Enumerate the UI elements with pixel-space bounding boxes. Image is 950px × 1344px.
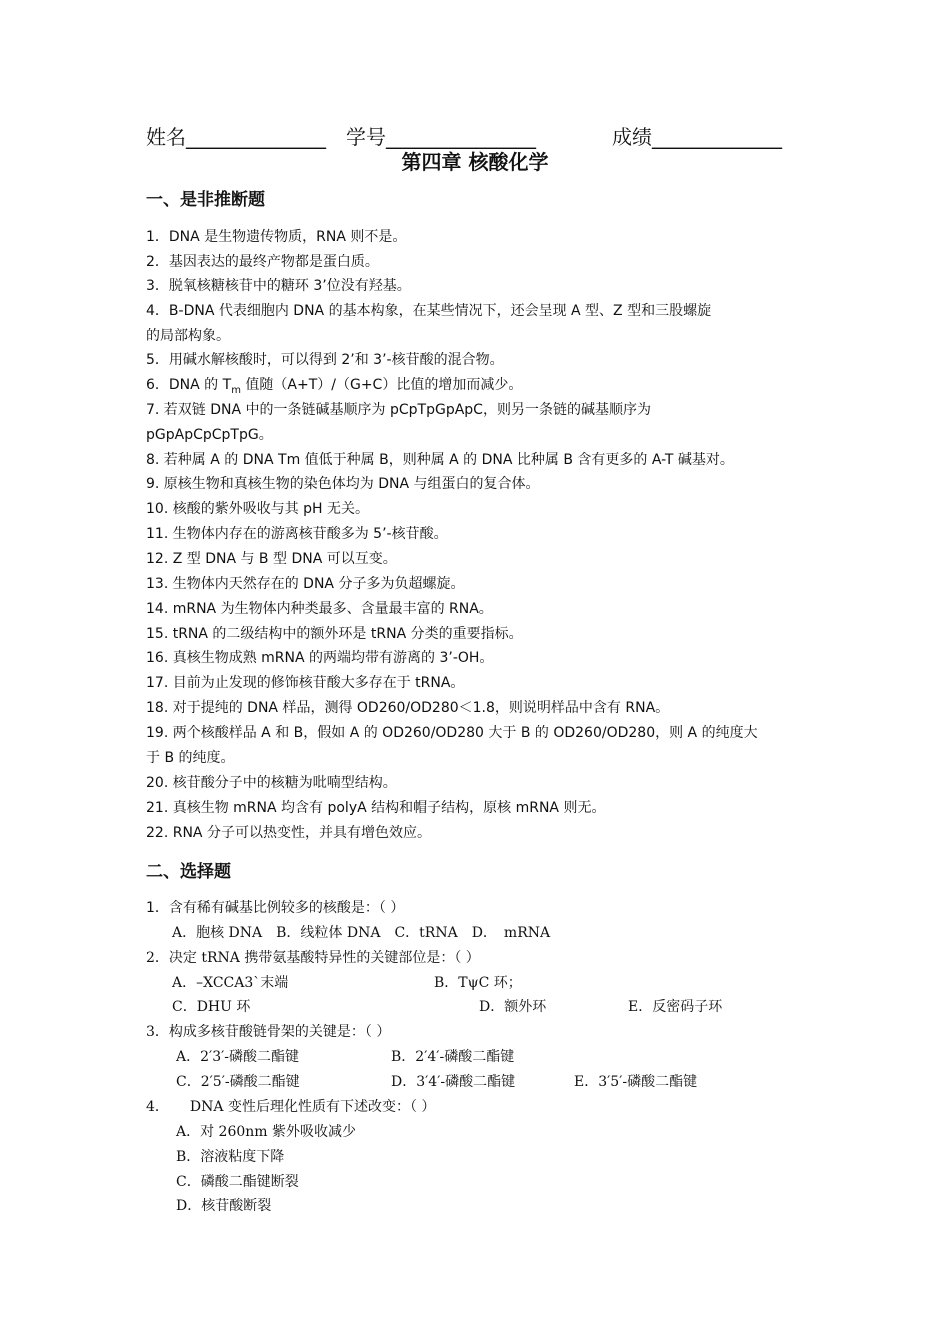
option-a: A．2′3′-磷酸二酯键 [176, 1049, 300, 1065]
question-item: 5．用碱水解核酸时，可以得到 2’和 3’-核苷酸的混合物。 [146, 352, 504, 368]
question-6-suffix: 值随（A+T）/（G+C）比值的增加而减少。 [240, 377, 523, 393]
question-item: 3．脱氧核糖核苷中的糖环 3’位没有羟基。 [146, 278, 411, 294]
option-d: D．核苷酸断裂 [176, 1198, 272, 1214]
chapter-title: 第四章 核酸化学 [401, 150, 549, 174]
choice-question-1-options: A．胞核 DNA B．线粒体 DNA C．tRNA D． mRNA [172, 925, 551, 941]
question-item: 9. 原核生物和真核生物的染色体均为 DNA 与组蛋白的复合体。 [146, 476, 540, 492]
question-item: 18. 对于提纯的 DNA 样品，测得 OD260/OD280＜1.8，则说明样品中含有 RNA。 [146, 700, 670, 716]
option-e: E．3′5′-磷酸二酯键 [574, 1074, 698, 1090]
question-item: 16. 真核生物成熟 mRNA 的两端均带有游离的 3’-OH。 [146, 650, 494, 666]
question-item: 22. RNA 分子可以热变性，并具有增色效应。 [146, 825, 431, 841]
option-b: B．TψC 环； [434, 975, 522, 991]
question-item: 14. mRNA 为生物体内种类最多、含量最丰富的 RNA。 [146, 601, 493, 617]
student-id-field: 学号_______________ [346, 125, 536, 149]
question-item-continued: 的局部构象。 [146, 328, 230, 344]
option-e: E．反密码子环 [628, 999, 723, 1015]
question-item: 2．基因表达的最终产物都是蛋白质。 [146, 254, 379, 270]
question-item: 7. 若双链 DNA 中的一条链碱基顺序为 pCpTpGpApC，则另一条链的碱基顺序为 [146, 402, 651, 418]
option-b: B．溶液粘度下降 [176, 1149, 285, 1165]
question-item: 13. 生物体内天然存在的 DNA 分子多为负超螺旋。 [146, 576, 465, 592]
name-field: 姓名______________ [146, 125, 326, 149]
choice-question-2: 2．决定 tRNA 携带氨基酸特异性的关键部位是：（ ） [146, 950, 480, 966]
question-item: 21. 真核生物 mRNA 均含有 polyA 结构和帽子结构，原核 mRNA 则无。 [146, 800, 606, 816]
question-item: 11. 生物体内存在的游离核苷酸多为 5’-核苷酸。 [146, 526, 448, 542]
choice-question-3: 3．构成多核苷酸链骨架的关键是：（ ） [146, 1024, 391, 1040]
option-c: C．磷酸二酯键断裂 [176, 1174, 299, 1190]
question-item-continued: pGpApCpCpTpG。 [146, 427, 273, 443]
tm-subscript: m [231, 384, 241, 396]
option-c: C．DHU 环 [172, 999, 251, 1015]
choice-question-1: 1．含有稀有碱基比例较多的核酸是：（ ） [146, 900, 405, 916]
score-field: 成绩_____________ [612, 125, 782, 149]
question-item: 1．DNA 是生物遗传物质，RNA 则不是。 [146, 229, 407, 245]
question-item: 17. 目前为止发现的修饰核苷酸大多存在于 tRNA。 [146, 675, 465, 691]
question-item: 12. Z 型 DNA 与 B 型 DNA 可以互变。 [146, 551, 397, 567]
option-a: A．对 260nm 紫外吸收减少 [176, 1124, 357, 1140]
option-b: B．2′4′-磷酸二酯键 [391, 1049, 515, 1065]
section-title-multiple-choice: 二、选择题 [146, 862, 231, 882]
option-d: D．3′4′-磷酸二酯键 [391, 1074, 516, 1090]
question-item: 19. 两个核酸样品 A 和 B，假如 A 的 OD260/OD280 大于 B 的 OD260/OD280，则 A 的纯度大 [146, 725, 758, 741]
question-item: 15. tRNA 的二级结构中的额外环是 tRNA 分类的重要指标。 [146, 626, 523, 642]
question-item: 4．B-DNA 代表细胞内 DNA 的基本构象，在某些情况下，还会呈现 A 型、Z 型和三股螺旋 [146, 303, 712, 319]
choice-question-4: 4． DNA 变性后理化性质有下述改变：（ ） [146, 1099, 436, 1115]
section-title-true-false: 一、是非推断题 [146, 190, 265, 210]
question-6-prefix: 6．DNA 的 T [146, 377, 232, 393]
question-item: 10. 核酸的紫外吸收与其 pH 无关。 [146, 501, 370, 517]
question-item-6 [146, 375, 522, 401]
option-d: D．额外环 [479, 999, 547, 1015]
question-item-continued: 于 B 的纯度。 [146, 750, 235, 766]
question-item: 20. 核苷酸分子中的核糖为吡喃型结构。 [146, 775, 397, 791]
option-a: A．–XCCA3`末端 [172, 975, 289, 991]
option-c: C．2′5′-磷酸二酯键 [176, 1074, 300, 1090]
question-item: 8. 若种属 A 的 DNA Tm 值低于种属 B，则种属 A 的 DNA 比种属 B 含有更多的 A-T 碱基对。 [146, 452, 734, 468]
